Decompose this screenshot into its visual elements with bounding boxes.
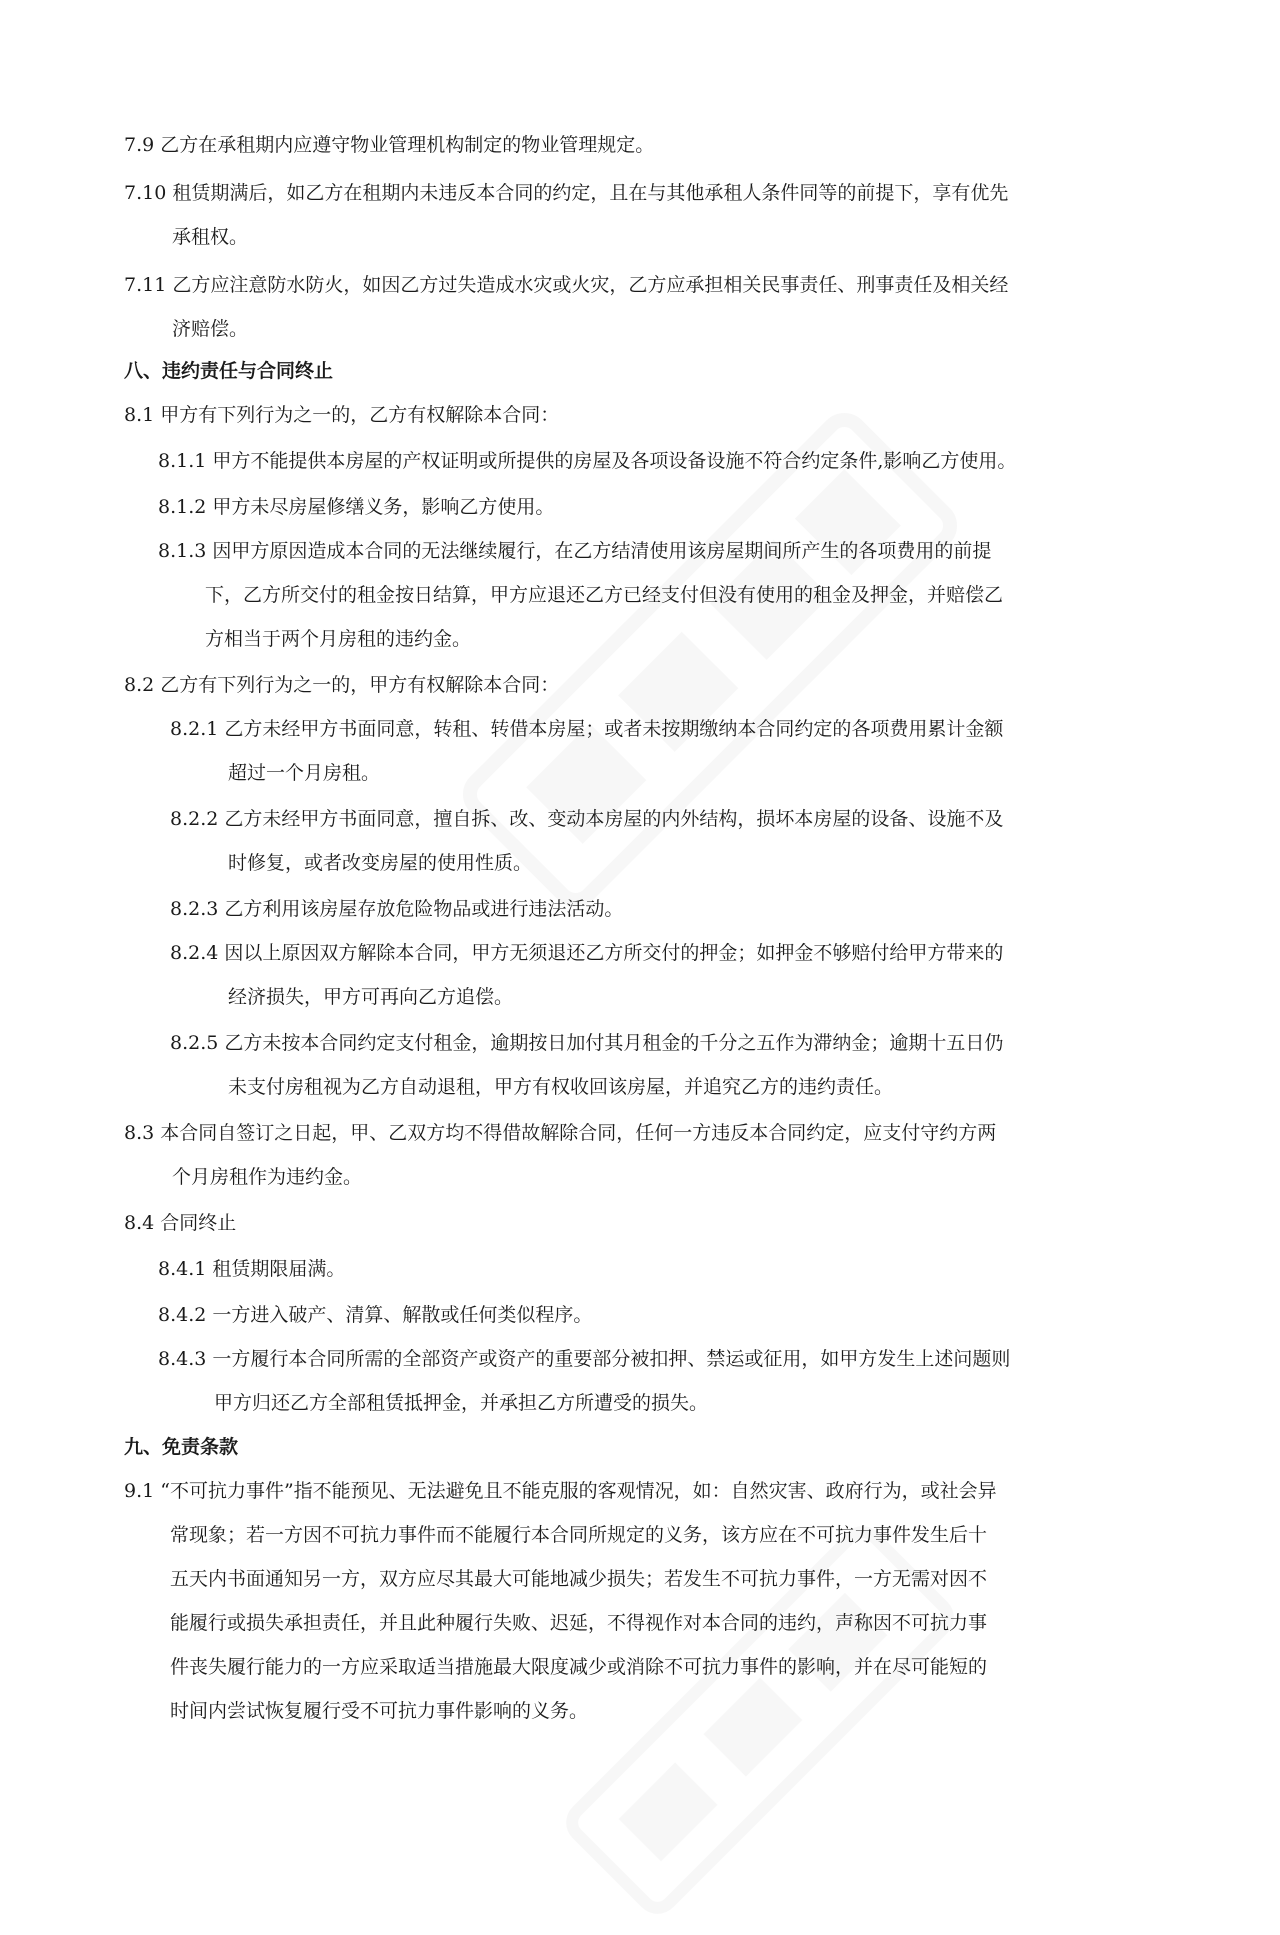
- section-heading-9: 九、免责条款: [124, 1436, 239, 1458]
- clause-8-4-2: 8.4.2 一方进入破产、清算、解散或任何类似程序。: [158, 1304, 593, 1326]
- clause-8-4-1: 8.4.1 租赁期限届满。: [158, 1258, 346, 1280]
- clause-7-11: 7.11 乙方应注意防水防火，如因乙方过失造成水灾或火灾，乙方应承担相关民事责任、刑事责任及相关经: [124, 274, 1009, 296]
- clause-8-1-2: 8.1.2 甲方未尽房屋修缮义务，影响乙方使用。: [158, 496, 555, 518]
- clause-8-2-4-cont: 经济损失，甲方可再向乙方追偿。: [228, 986, 514, 1008]
- clause-8-2-4: 8.2.4 因以上原因双方解除本合同，甲方无须退还乙方所交付的押金；如押金不够赔付给甲方带来的: [170, 942, 1004, 964]
- clause-7-11-cont: 济赔偿。: [172, 318, 249, 340]
- clause-8-1-3-cont: 方相当于两个月房租的违约金。: [205, 628, 472, 650]
- clause-8-1-3-cont: 下，乙方所交付的租金按日结算，甲方应退还乙方已经支付但没有使用的租金及押金，并赔偿乙: [205, 584, 1004, 606]
- clause-8-3-cont: 个月房租作为违约金。: [172, 1166, 363, 1188]
- section-heading-8: 八、违约责任与合同终止: [124, 360, 334, 382]
- clause-8-1-1: 8.1.1 甲方不能提供本房屋的产权证明或所提供的房屋及各项设备设施不符合约定条件,影响乙方使用。: [158, 450, 1017, 472]
- clause-8-2-3: 8.2.3 乙方利用该房屋存放危险物品或进行违法活动。: [170, 898, 624, 920]
- clause-8-2-1: 8.2.1 乙方未经甲方书面同意，转租、转借本房屋；或者未按期缴纳本合同约定的各项费用累计金额: [170, 718, 1004, 740]
- clause-8-2-1-cont: 超过一个月房租。: [228, 762, 381, 784]
- clause-7-9: 7.9 乙方在承租期内应遵守物业管理机构制定的物业管理规定。: [124, 134, 655, 156]
- clause-8-2: 8.2 乙方有下列行为之一的，甲方有权解除本合同：: [124, 674, 560, 696]
- clause-9-1: 9.1 “不可抗力事件”指不能预见、无法避免且不能克服的客观情况，如：自然灾害、政府行为，或社会异: [124, 1480, 997, 1502]
- clause-7-10: 7.10 租赁期满后，如乙方在租期内未违反本合同的约定，且在与其他承租人条件同等的前提下，享有优先: [124, 182, 1009, 204]
- clause-9-1-cont: 五天内书面通知另一方，双方应尽其最大可能地减少损失；若发生不可抗力事件，一方无需对因不: [170, 1568, 988, 1590]
- clause-9-1-cont: 时间内尝试恢复履行受不可抗力事件影响的义务。: [170, 1700, 589, 1722]
- clause-9-1-cont: 能履行或损失承担责任，并且此种履行失败、迟延，不得视作对本合同的违约，声称因不可抗力事: [170, 1612, 988, 1634]
- clause-8-2-2: 8.2.2 乙方未经甲方书面同意，擅自拆、改、变动本房屋的内外结构，损坏本房屋的设备、设施不及: [170, 808, 1004, 830]
- clause-8-3: 8.3 本合同自签订之日起，甲、乙双方均不得借故解除合同，任何一方违反本合同约定，应支付守约方两: [124, 1122, 997, 1144]
- clause-8-2-5: 8.2.5 乙方未按本合同约定支付租金，逾期按日加付其月租金的千分之五作为滞纳金；逾期十五日仍: [170, 1032, 1004, 1054]
- clause-8-1: 8.1 甲方有下列行为之一的，乙方有权解除本合同：: [124, 404, 560, 426]
- clause-7-10-cont: 承租权。: [172, 226, 249, 248]
- clause-8-2-5-cont: 未支付房租视为乙方自动退租，甲方有权收回该房屋，并追究乙方的违约责任。: [228, 1076, 894, 1098]
- clause-8-1-3: 8.1.3 因甲方原因造成本合同的无法继续履行，在乙方结清使用该房屋期间所产生的各项费用的前提: [158, 540, 992, 562]
- clause-8-2-2-cont: 时修复，或者改变房屋的使用性质。: [228, 852, 533, 874]
- clause-9-1-cont: 常现象；若一方因不可抗力事件而不能履行本合同所规定的义务，该方应在不可抗力事件发生后十: [170, 1524, 988, 1546]
- clause-9-1-cont: 件丧失履行能力的一方应采取适当措施最大限度减少或消除不可抗力事件的影响，并在尽可能短的: [170, 1656, 988, 1678]
- clause-8-4: 8.4 合同终止: [124, 1212, 237, 1234]
- clause-8-4-3: 8.4.3 一方履行本合同所需的全部资产或资产的重要部分被扣押、禁运或征用，如甲方发生上述问题则: [158, 1348, 1011, 1370]
- clause-8-4-3-cont: 甲方归还乙方全部租赁抵押金，并承担乙方所遭受的损失。: [214, 1392, 709, 1414]
